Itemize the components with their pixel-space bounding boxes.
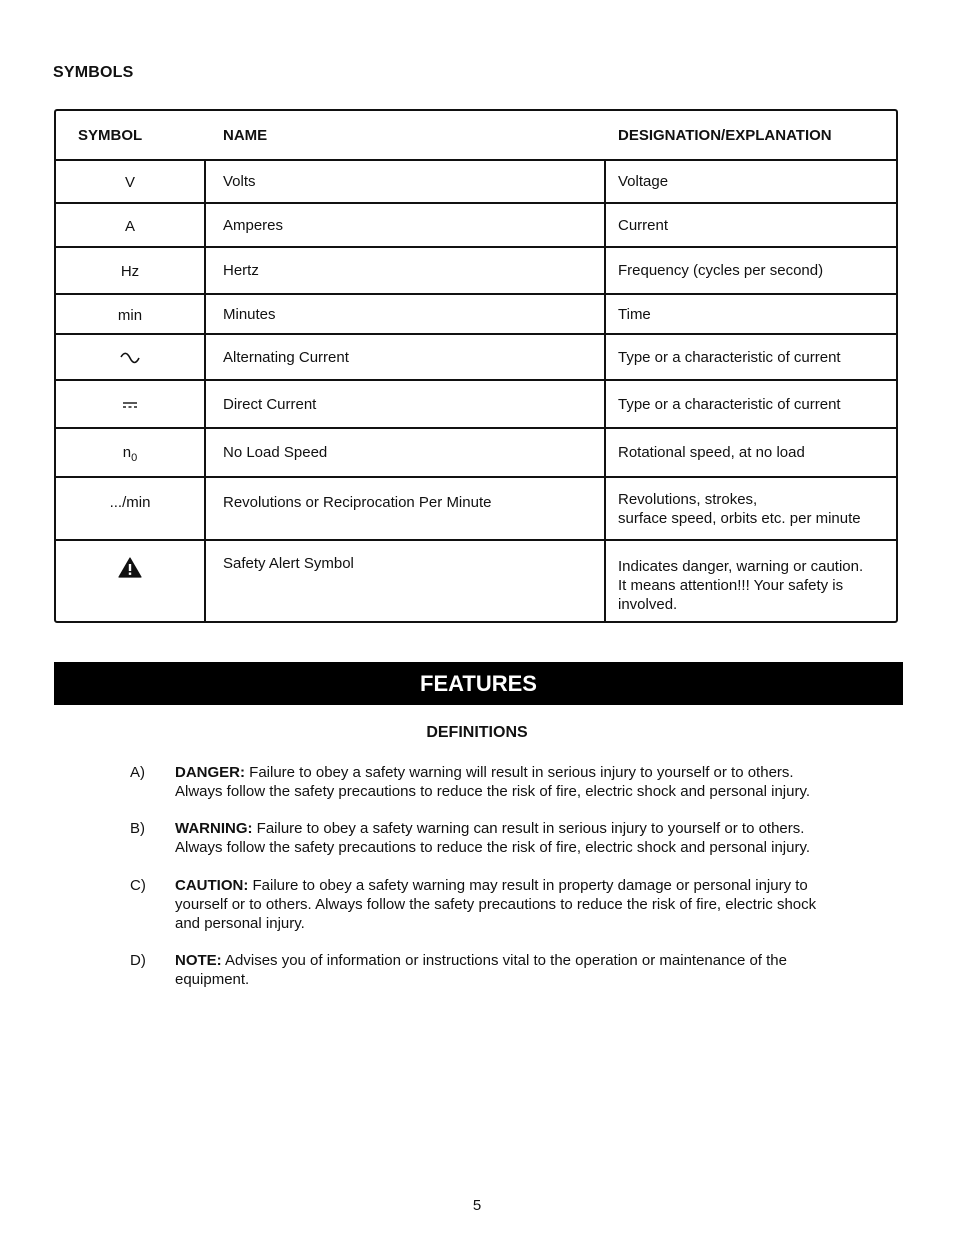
designation-cell	[606, 295, 896, 333]
definition-letter: A)	[130, 764, 145, 781]
designation-line: Time	[618, 305, 651, 323]
name-cell: No Load Speed	[206, 429, 606, 476]
definition-body: Advises you of information or instructions vital to the operation or maintenance of the equipment.	[175, 952, 787, 988]
symbol-cell	[56, 295, 206, 333]
name-cell: Direct Current	[206, 381, 606, 427]
symbol-cell	[56, 335, 206, 379]
alternating-current-icon	[120, 352, 140, 364]
symbol-cell	[56, 541, 206, 621]
table-row	[56, 335, 896, 381]
table-row	[56, 429, 896, 478]
definition-letter: C)	[130, 877, 146, 894]
designation-cell	[606, 161, 896, 202]
symbols-table	[54, 109, 898, 623]
definition-body: Failure to obey a safety warning can result in serious injury to yourself or to others. Always follow the safety precautions to reduce the risk of fire, electric shock and personal injury.	[175, 820, 811, 856]
header-symbol: SYMBOL	[78, 126, 143, 144]
table-row	[56, 541, 896, 621]
designation-line: Indicates danger, warning or caution.	[618, 558, 864, 575]
definition-keyword: NOTE:	[175, 952, 222, 969]
symbol-text: A	[124, 217, 135, 235]
symbol-cell	[56, 478, 206, 539]
symbol-base: n	[122, 443, 132, 461]
definition-item	[130, 876, 830, 933]
definition-keyword: CAUTION:	[175, 877, 249, 894]
designation-line: Revolutions, strokes,	[618, 490, 758, 508]
name-cell: Hertz	[206, 248, 606, 293]
definition-text	[175, 951, 830, 989]
features-banner: FEATURES	[54, 662, 903, 705]
designation-cell	[606, 248, 896, 293]
symbol-text: V	[124, 174, 135, 191]
definition-item	[130, 951, 830, 989]
definition-item	[130, 763, 830, 801]
designation-cell	[606, 204, 896, 246]
designation-line: Frequency (cycles per second)	[618, 262, 824, 279]
table-row	[56, 161, 896, 204]
designation-line: Type or a characteristic of current	[618, 395, 841, 413]
header-designation: DESIGNATION/EXPLANATION	[618, 126, 832, 144]
definition-item	[130, 819, 830, 857]
designation-cell	[606, 478, 896, 539]
symbol-cell	[56, 161, 206, 202]
symbol-cell	[56, 204, 206, 246]
name-cell: Alternating Current	[206, 335, 606, 379]
definition-text	[175, 876, 830, 933]
symbol-text	[123, 444, 137, 464]
name-cell: Amperes	[206, 204, 606, 246]
definition-letter: D)	[130, 952, 146, 969]
symbol-cell	[56, 248, 206, 293]
designation-cell	[606, 541, 896, 621]
safety-alert-icon	[118, 557, 142, 578]
symbols-heading: SYMBOLS	[53, 64, 134, 81]
designation-line: surface speed, orbits etc. per minute	[618, 509, 861, 527]
table-row	[56, 478, 896, 541]
page-number: 5	[472, 1197, 482, 1214]
table-row	[56, 248, 896, 295]
designation-cell	[606, 429, 896, 476]
symbol-cell	[56, 429, 206, 476]
table-header	[56, 111, 896, 161]
header-name: NAME	[223, 126, 268, 144]
name-cell: Revolutions or Reciprocation Per Minute	[206, 478, 606, 539]
definition-keyword: WARNING:	[175, 820, 253, 837]
designation-line: involved.	[618, 596, 678, 613]
designation-line: Current	[618, 216, 669, 234]
designation-cell	[606, 381, 896, 427]
table-row	[56, 204, 896, 248]
definition-text	[175, 819, 830, 857]
symbol-text: min	[117, 306, 143, 324]
table-row	[56, 381, 896, 429]
definition-text	[175, 763, 830, 801]
designation-line: It means attention!!! Your safety is	[618, 577, 844, 594]
definition-keyword: DANGER:	[175, 764, 245, 781]
direct-current-icon	[122, 401, 138, 409]
designation-cell	[606, 335, 896, 379]
name-cell: Volts	[206, 161, 606, 202]
definition-body: Failure to obey a safety warning may result in property damage or personal injury to yourself or to others. Always follow the safety precautions to reduce the risk of fire, electric shock and personal injury.	[175, 877, 817, 932]
table-row	[56, 295, 896, 335]
symbol-subscript: 0	[131, 451, 138, 464]
name-cell: Minutes	[206, 295, 606, 333]
symbol-text: .../min	[109, 494, 151, 511]
definitions-heading: DEFINITIONS	[426, 724, 528, 741]
symbol-text: Hz	[120, 263, 140, 280]
designation-line: Rotational speed, at no load	[618, 444, 805, 461]
designation-line: Voltage	[618, 173, 669, 190]
definition-letter: B)	[130, 820, 145, 837]
name-cell: Safety Alert Symbol	[206, 541, 606, 621]
definition-body: Failure to obey a safety warning will result in serious injury to yourself or to others. Always follow the safety precautions to reduce the risk of fire, electric shock and personal injury.	[175, 764, 811, 800]
symbol-cell	[56, 381, 206, 427]
designation-line: Type or a characteristic of current	[618, 348, 841, 366]
